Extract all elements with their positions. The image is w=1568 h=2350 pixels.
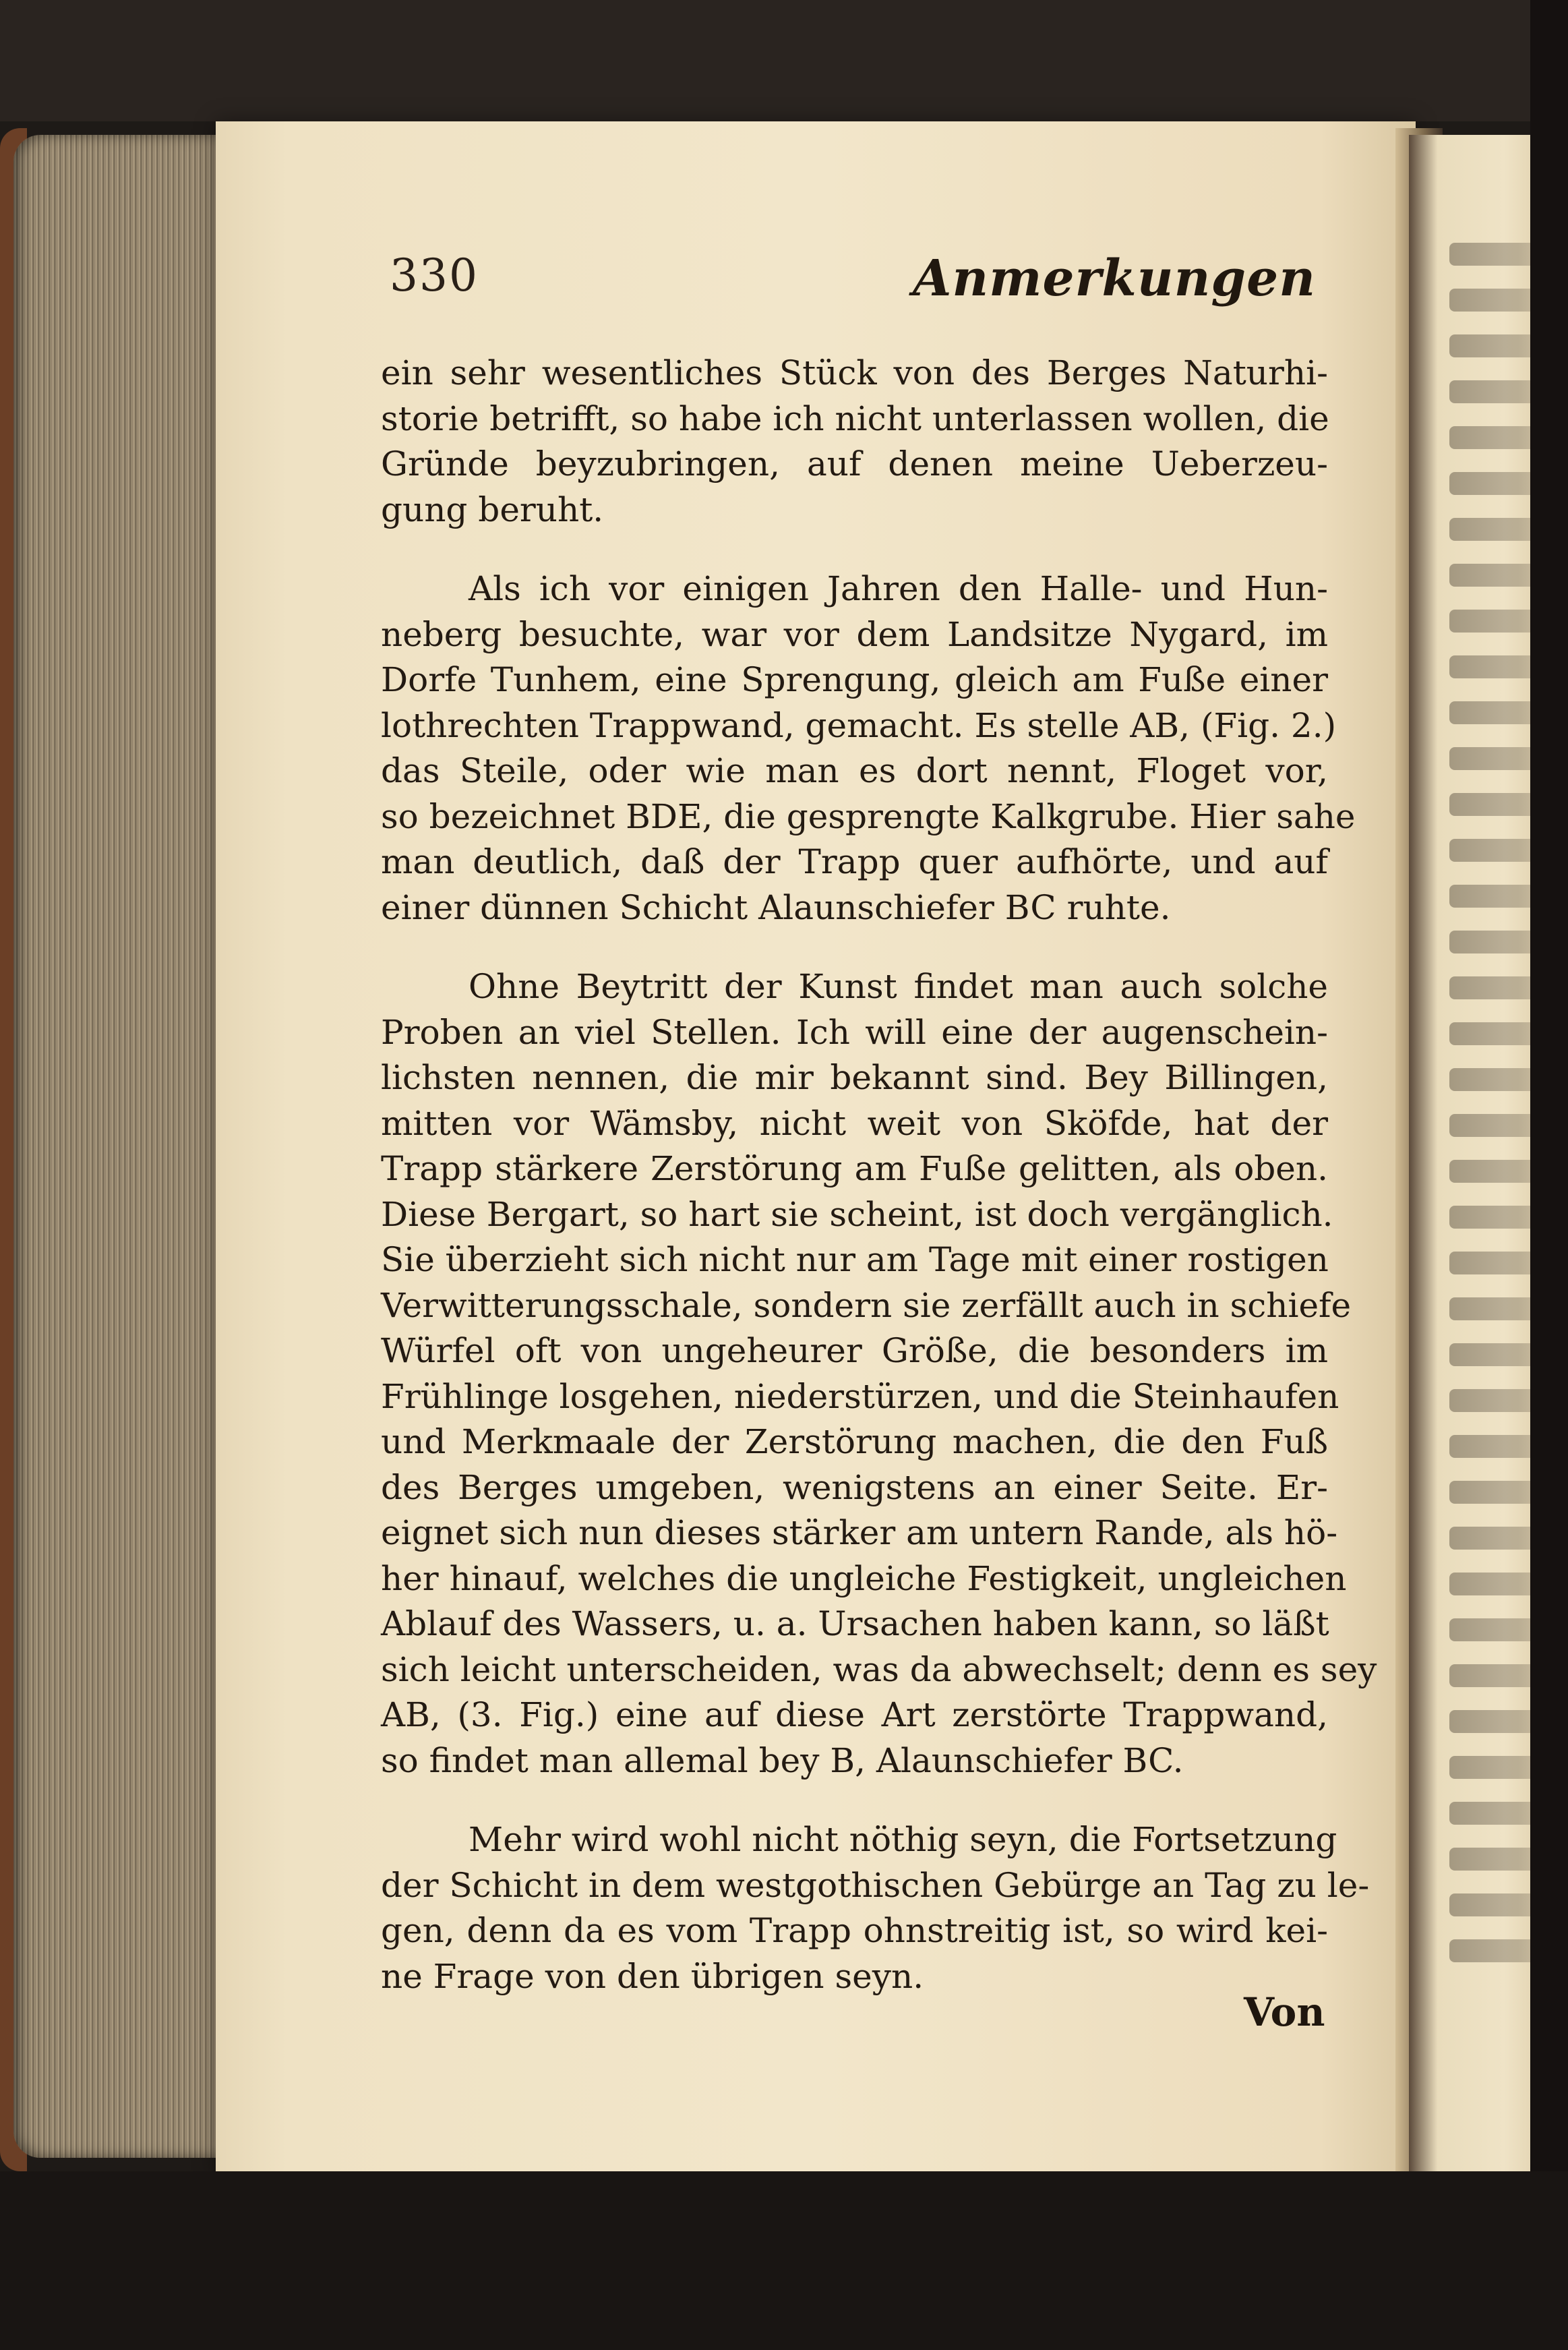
text-line: einer dünnen Schicht Alaunschiefer BC ruhte. xyxy=(381,887,1171,927)
running-title: Anmerkungen xyxy=(912,249,1317,307)
catchword: Von xyxy=(1244,1989,1325,2035)
text-line: Als ich vor einigen Jahren den Halle- und Hun- xyxy=(469,569,1328,608)
text-line: das Steile, oder wie man es dort nennt, Floget vor, xyxy=(381,751,1328,790)
text-line: Gründe beyzubringen, auf denen meine Ueberzeu- xyxy=(381,444,1328,483)
text-line: her hinauf, welches die ungleiche Festigkeit, ungleichen xyxy=(381,1558,1347,1598)
text-line: Mehr wird wohl nicht nöthig seyn, die Fortsetzung xyxy=(469,1820,1337,1859)
text-line: AB, (3. Fig.) eine auf diese Art zerstörte Trappwand, xyxy=(381,1695,1328,1734)
text-line: neberg besuchte, war vor dem Landsitze Nygard, im xyxy=(381,614,1328,654)
text-line: sich leicht unterscheiden, was da abwechselt; denn es sey xyxy=(381,1649,1377,1689)
text-line: Ohne Beytritt der Kunst findet man auch solche xyxy=(469,967,1328,1006)
page-number: 330 xyxy=(390,249,479,301)
text-line: ne Frage von den übrigen seyn. xyxy=(381,1956,924,1996)
text-line: Würfel oft von ungeheurer Größe, die besonders im xyxy=(381,1331,1328,1370)
text-line: Verwitterungsschale, sondern sie zerfällt auch in schiefe xyxy=(381,1285,1352,1325)
paragraph xyxy=(381,566,1356,931)
text-line: mitten vor Wämsby, nicht weit von Sköfde, hat der xyxy=(381,1103,1328,1143)
page-stack-edge xyxy=(13,135,216,2158)
text-line: ein sehr wesentliches Stück von des Berges Naturhi- xyxy=(381,353,1328,392)
text-line: Sie überzieht sich nicht nur am Tage mit einer rostigen xyxy=(381,1240,1329,1279)
text-line: so bezeichnet BDE, die gesprengte Kalkgrube. Hier sahe xyxy=(381,796,1356,836)
paragraph xyxy=(381,964,1377,1784)
text-line: der Schicht in dem westgothischen Gebürge an Tag zu le- xyxy=(381,1865,1370,1905)
text-line: Ablauf des Wassers, u. a. Ursachen haben kann, so läßt xyxy=(381,1604,1329,1643)
text-line: des Berges umgeben, wenigstens an einer Seite. Er- xyxy=(381,1467,1328,1507)
paragraph xyxy=(381,351,1328,533)
dark-margin xyxy=(1530,0,1568,2350)
page-body-text xyxy=(381,351,1377,1999)
backdrop-bottom xyxy=(0,2171,1568,2350)
text-line: Dorfe Tunhem, eine Sprengung, gleich am Fuße einer xyxy=(381,660,1328,699)
text-line: storie betrifft, so habe ich nicht unterlassen wollen, die xyxy=(381,399,1329,438)
text-line: so findet man allemal bey B, Alaunschiefer BC. xyxy=(381,1740,1184,1780)
text-line: Trapp stärkere Zerstörung am Fuße gelitten, als oben. xyxy=(381,1149,1328,1188)
text-line: Proben an viel Stellen. Ich will eine der augenschein- xyxy=(381,1012,1328,1052)
text-line: und Merkmaale der Zerstörung machen, die den Fuß xyxy=(381,1422,1328,1461)
text-line: man deutlich, daß der Trapp quer aufhörte, und auf xyxy=(381,842,1328,881)
backdrop xyxy=(0,0,1568,121)
text-line: Diese Bergart, so hart sie scheint, ist doch vergänglich. xyxy=(381,1194,1333,1234)
page-header xyxy=(390,249,1333,317)
text-line: Frühlinge losgehen, niederstürzen, und die Steinhaufen xyxy=(381,1376,1339,1416)
paragraph xyxy=(381,1817,1370,1999)
text-line: lothrechten Trappwand, gemacht. Es stelle AB, (Fig. 2.) xyxy=(381,705,1337,745)
text-line: lichsten nennen, die mir bekannt sind. Bey Billingen, xyxy=(381,1058,1328,1097)
text-line: gung beruht. xyxy=(381,490,604,529)
text-line: eignet sich nun dieses stärker am untern Rande, als hö- xyxy=(381,1513,1338,1552)
text-line: gen, denn da es vom Trapp ohnstreitig ist, so wird kei- xyxy=(381,1911,1328,1950)
